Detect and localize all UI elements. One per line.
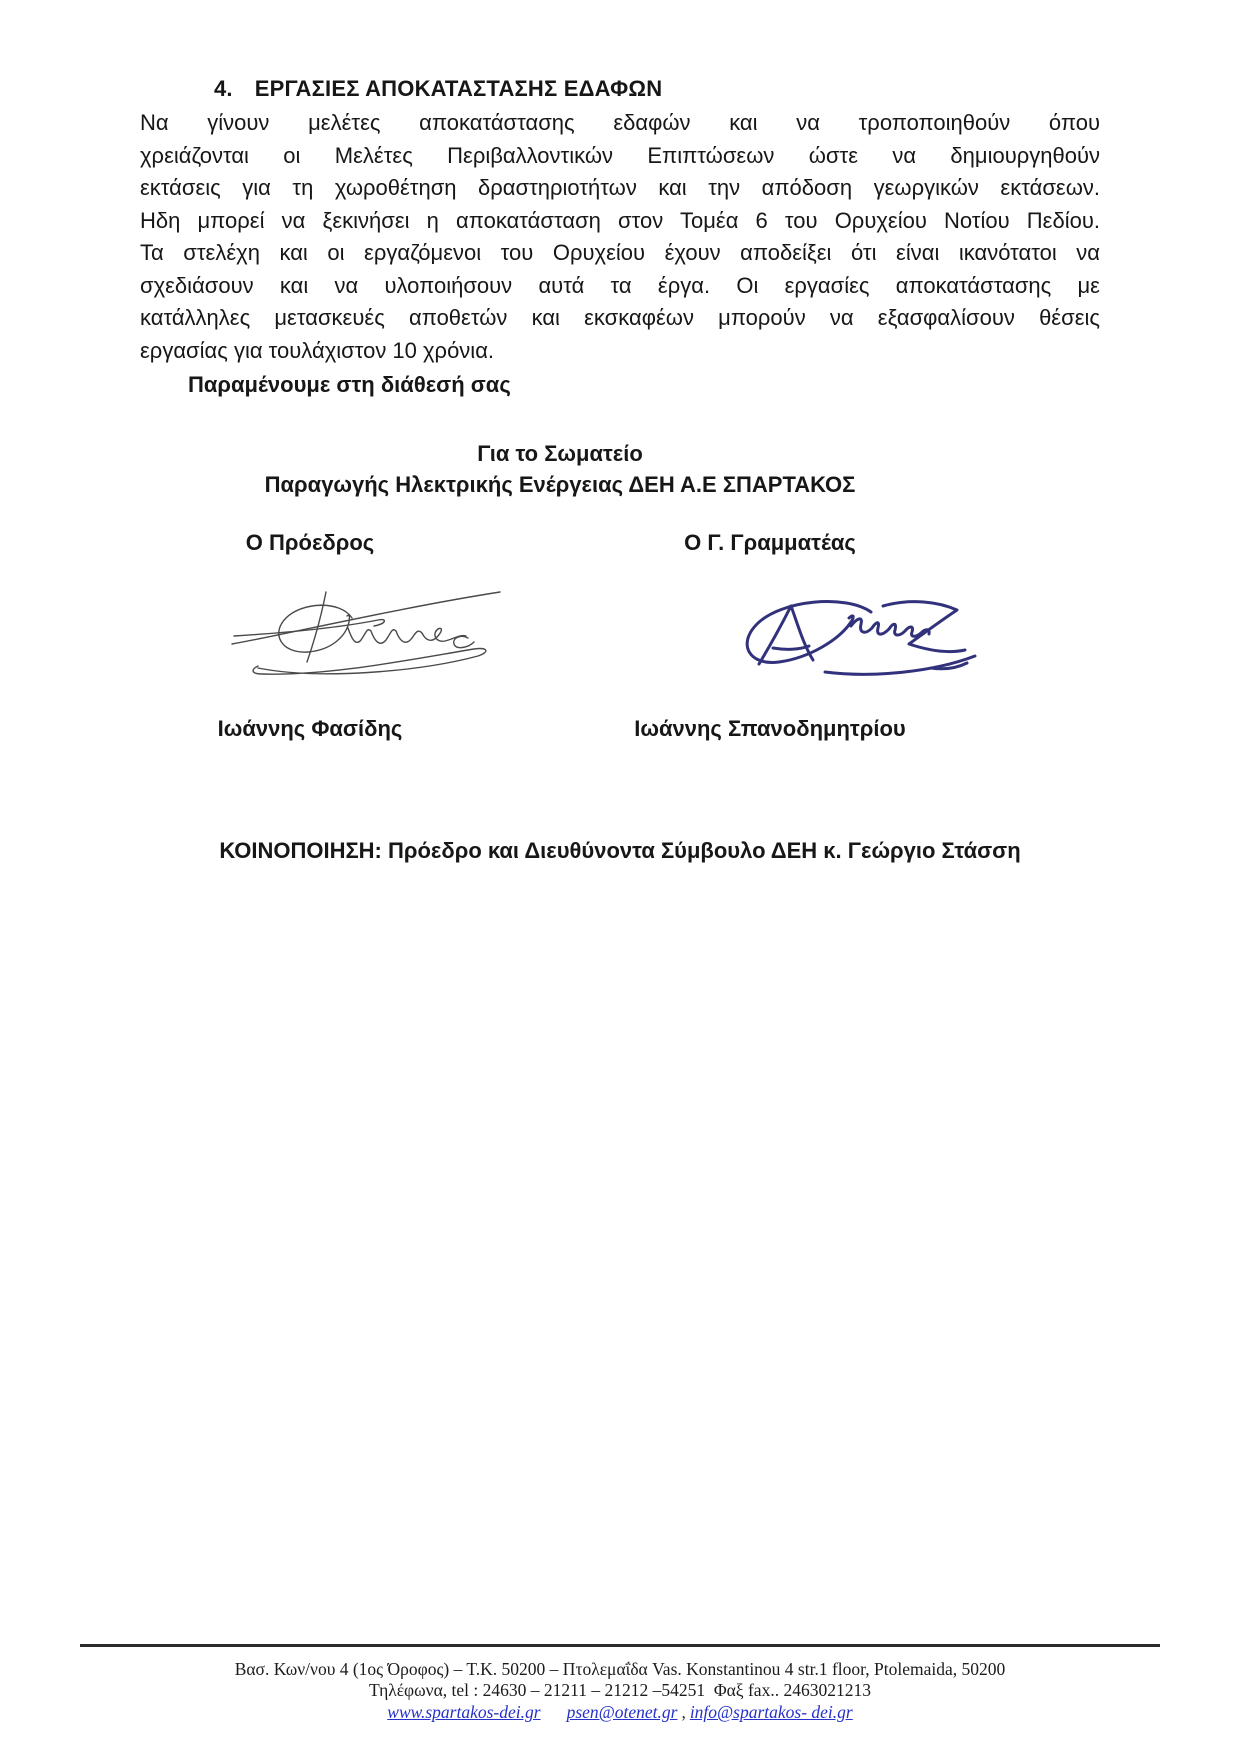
paragraph-line: σχεδιάσουν και να υλοποιήσουν αυτά τα έργα. Οι εργασίες αποκατάστασης με — [140, 272, 1100, 298]
signatory-names-row — [140, 716, 1100, 742]
signatory-title-right: Ο Γ. Γραμματέας — [684, 530, 856, 555]
paragraph-line: Ηδη μπορεί να ξεκινήσει η αποκατάσταση στον Τομέα 6 του Ορυχείου Νοτίου Πεδίου. — [140, 207, 1100, 233]
heading-number: 4. — [214, 76, 233, 101]
footer-link-separator: , — [681, 1702, 686, 1722]
closing-line: Παραμένουμε στη διάθεσή σας — [188, 372, 511, 397]
footer-divider — [80, 1644, 1160, 1647]
org-line-1: Για το Σωματείο — [477, 441, 643, 466]
footer-phones: Τηλέφωνα, tel : 24630 – 21211 – 21212 –54251 Φαξ fax.. 2463021213 — [369, 1680, 871, 1700]
signatory-name-left: Ιωάννης Φασίδης — [217, 716, 403, 741]
cc-line: ΚΟΙΝΟΠΟΙΗΣΗ: Πρόεδρο και Διευθύνοντα Σύμβουλο ΔΕΗ κ. Γεώργιο Στάσση — [219, 838, 1021, 863]
paragraph-line: κατάλληλες μετασκευές αποθετών και εκσκαφέων μπορούν να εξασφαλίσουν θέσεις — [140, 305, 1100, 330]
organization-block — [140, 438, 980, 500]
signatory-gap — [480, 716, 600, 742]
footer-address: Βασ. Κων/νου 4 (1ος Όροφος) – Τ.Κ. 50200 – Πτολεμαΐδα Vas. Konstantinou 4 str.1 floor, Ptolemaida, 50200 — [234, 1659, 1006, 1679]
footer — [0, 1659, 1240, 1723]
org-line-2: Παραγωγής Ηλεκτρικής Ενέργειας ΔΕΗ Α.Ε ΣΠΑΡΤΑΚΟΣ — [264, 472, 856, 497]
signature-left-image — [228, 586, 513, 688]
paragraph-line: εκτάσεις για τη χωροθέτηση δραστηριοτήτων και την απόδοση γεωργικών εκτάσεων. — [140, 175, 1100, 200]
paragraph-line: χρειάζονται οι Μελέτες Περιβαλλοντικών Επιπτώσεων ώστε να δημιουργηθούν — [140, 142, 1100, 168]
signatory-titles-row — [140, 530, 1100, 556]
signatory-gap — [480, 530, 600, 556]
signature-right-image — [733, 592, 1001, 687]
signatory-title-left: Ο Πρόεδρος — [245, 530, 375, 555]
footer-link-email-1[interactable]: psen@otenet.gr — [566, 1702, 678, 1722]
paragraph-line: Τα στελέχη και οι εργαζόμενοι του Ορυχείου έχουν αποδείξει ότι είναι ικανότατοι να — [140, 240, 1100, 265]
section-heading — [140, 76, 1100, 102]
body-paragraph — [140, 107, 1100, 367]
footer-link-website[interactable]: www.spartakos-dei.gr — [387, 1702, 541, 1722]
signatory-name-right: Ιωάννης Σπανοδημητρίου — [634, 716, 906, 741]
heading-title: ΕΡΓΑΣΙΕΣ ΑΠΟΚΑΤΑΣΤΑΣΗΣ ΕΔΑΦΩΝ — [254, 76, 663, 101]
footer-link-email-2[interactable]: info@spartakos- dei.gr — [689, 1702, 853, 1722]
paragraph-line: εργασίας για τουλάχιστον 10 χρόνια. — [140, 337, 495, 363]
paragraph-line: Να γίνουν μελέτες αποκατάστασης εδαφών και να τροποποιηθούν όπου — [140, 110, 1100, 135]
footer-links — [0, 1702, 1240, 1723]
